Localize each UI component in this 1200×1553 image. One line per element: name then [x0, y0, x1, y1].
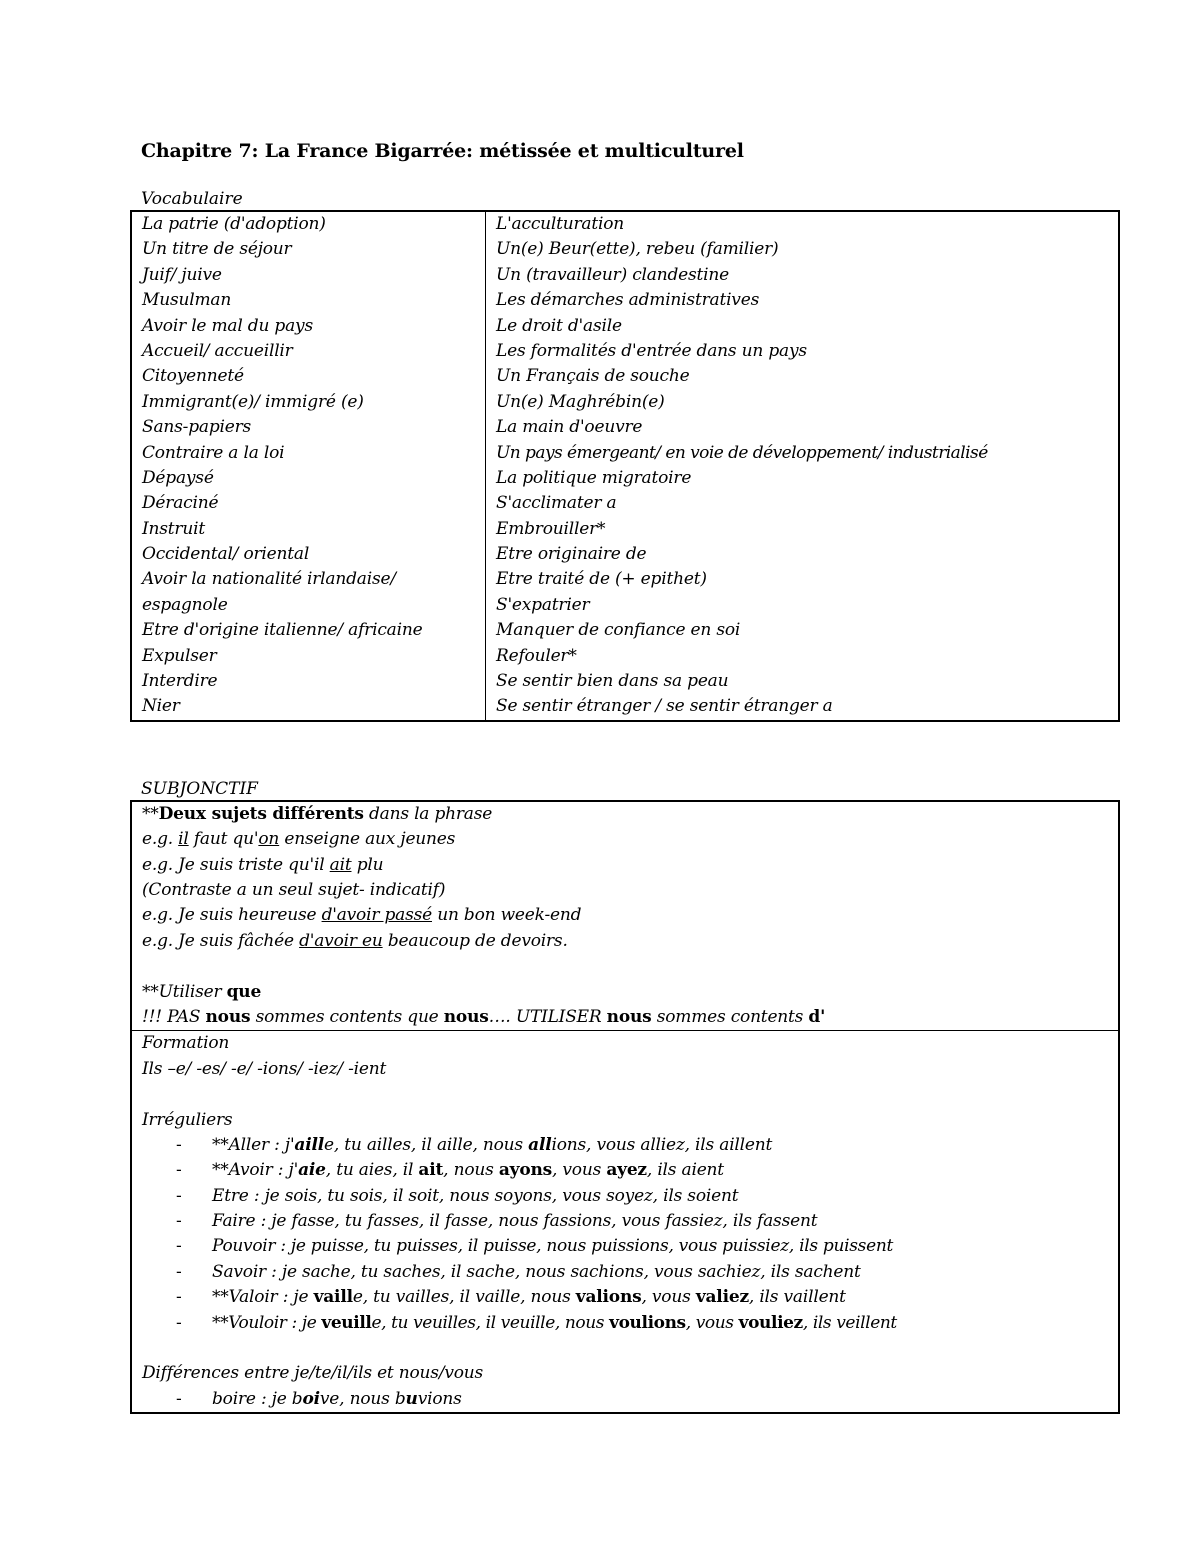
vocab-item: Refouler* [496, 645, 577, 666]
vocab-item: S'expatrier [496, 594, 590, 615]
vocab-item: Un(e) Maghrébin(e) [496, 391, 665, 412]
vocab-item: Les formalités d'entrée dans un pays [496, 340, 807, 361]
example-line: e.g. Je suis triste qu'il ait plu [142, 854, 384, 875]
vocab-item: La main d'oeuvre [496, 417, 643, 438]
example-line: e.g. Je suis heureuse d'avoir passé un bon week-end [142, 905, 582, 926]
irregular-item: - Pouvoir : je puisse, tu puisses, il puisse, nous puissions, vous puissiez, ils puissent [176, 1236, 894, 1257]
vocab-item: Sans-papiers [142, 417, 252, 438]
example-line: e.g. il faut qu'on enseigne aux jeunes [142, 829, 456, 850]
vocab-item: Citoyenneté [142, 366, 244, 387]
vocab-item: Embrouiller* [496, 518, 606, 539]
irregular-item: - **Avoir : j'aie, tu aies, il ait, nous ayons, vous ayez, ils aient [176, 1160, 724, 1181]
irregular-item: - **Aller : j'aille, tu ailles, il aille, nous allions, vous alliez, ils aillent [176, 1134, 773, 1155]
vocab-item: Avoir la nationalité irlandaise/ [142, 569, 396, 590]
irregular-item: - Faire : je fasse, tu fasses, il fasse, nous fassions, vous fassiez, ils fassent [176, 1211, 818, 1232]
document-page [130, 140, 1120, 1414]
differences-label: Différences entre je/te/il/ils et nous/vous [142, 1363, 484, 1384]
vocab-label: Vocabulaire [141, 189, 243, 209]
vocab-item: espagnole [142, 594, 228, 615]
vocab-item: Un Français de souche [496, 366, 690, 387]
vocab-item: Etre originaire de [496, 544, 647, 565]
vocab-item: Instruit [142, 518, 205, 539]
vocab-item: La politique migratoire [496, 467, 692, 488]
irregular-item: - **Valoir : je vaille, tu vailles, il vaille, nous valions, vous valiez, ils vaillent [176, 1287, 846, 1308]
vocab-item: Un titre de séjour [142, 239, 292, 260]
formation-endings: Ils –e/ -es/ -e/ -ions/ -iez/ -ient [142, 1058, 387, 1079]
vocab-item: Juif/ juive [142, 264, 222, 285]
vocab-right-column [486, 211, 1120, 721]
vocab-item: S'acclimater a [496, 493, 617, 514]
example-line: e.g. Je suis fâchée d'avoir eu beaucoup de devoirs. [142, 930, 568, 951]
vocab-item: Dépaysé [142, 467, 214, 488]
differences-item: - boire : je boive, nous buvions [176, 1388, 462, 1409]
vocab-item: Etre d'origine italienne/ africaine [142, 620, 423, 641]
vocab-item: Un(e) Beur(ette), rebeu (familier) [496, 239, 779, 260]
vocab-item: Accueil/ accueillir [142, 340, 293, 361]
contrast-note: (Contraste a un seul sujet- indicatif) [142, 879, 446, 900]
vocab-item: Avoir le mal du pays [142, 315, 313, 336]
subjonctif-box [130, 800, 1120, 1414]
vocab-item: Le droit d'asile [496, 315, 622, 336]
vocab-item: Manquer de confiance en soi [496, 620, 741, 641]
vocab-item: Se sentir bien dans sa peau [496, 671, 729, 692]
formation-section [132, 1030, 1118, 1412]
vocab-item: Un (travailleur) clandestine [496, 264, 730, 285]
irregular-item: - Savoir : je sache, tu saches, il sache, nous sachions, vous sachiez, ils sachent [176, 1261, 861, 1282]
rule-two-subjects: **Deux sujets différents dans la phrase [142, 803, 493, 824]
rule-use-que: **Utiliser que [142, 981, 262, 1002]
vocab-item: Nier [142, 696, 180, 717]
vocab-item: Contraire a la loi [142, 442, 285, 463]
irregular-item: - **Vouloir : je veuille, tu veuilles, il veuille, nous voulions, vous vouliez, ils veillent [176, 1312, 897, 1333]
usage-section [132, 802, 1118, 1031]
vocab-item: L'acculturation [496, 214, 625, 234]
vocab-item: Expulser [142, 645, 217, 666]
vocab-item: Les démarches administratives [496, 290, 760, 311]
vocab-item: Occidental/ oriental [142, 544, 310, 565]
vocab-table [130, 210, 1120, 722]
vocab-item: Musulman [142, 290, 232, 311]
formation-label: Formation [142, 1033, 230, 1054]
subjonctif-label: SUBJONCTIF [141, 778, 258, 799]
vocab-item: Interdire [142, 671, 218, 692]
vocab-item: La patrie (d'adoption) [142, 214, 326, 234]
rule-warning: !!! PAS nous sommes contents que nous…. UTILISER nous sommes contents d' [142, 1006, 826, 1027]
vocab-left-column [131, 211, 486, 721]
chapter-title: Chapitre 7: La France Bigarrée: métissée et multiculturel [141, 140, 744, 162]
vocab-item: Immigrant(e)/ immigré (e) [142, 391, 364, 412]
irregular-label: Irréguliers [142, 1109, 233, 1130]
vocab-item: Se sentir étranger / se sentir étranger a [496, 696, 833, 717]
irregular-item: - Etre : je sois, tu sois, il soit, nous soyons, vous soyez, ils soient [176, 1185, 739, 1206]
vocab-item: Un pays émergeant/ en voie de développement/ industrialisé [496, 442, 988, 463]
vocab-item: Déraciné [142, 493, 219, 514]
vocab-item: Etre traité de (+ epithet) [496, 569, 707, 590]
